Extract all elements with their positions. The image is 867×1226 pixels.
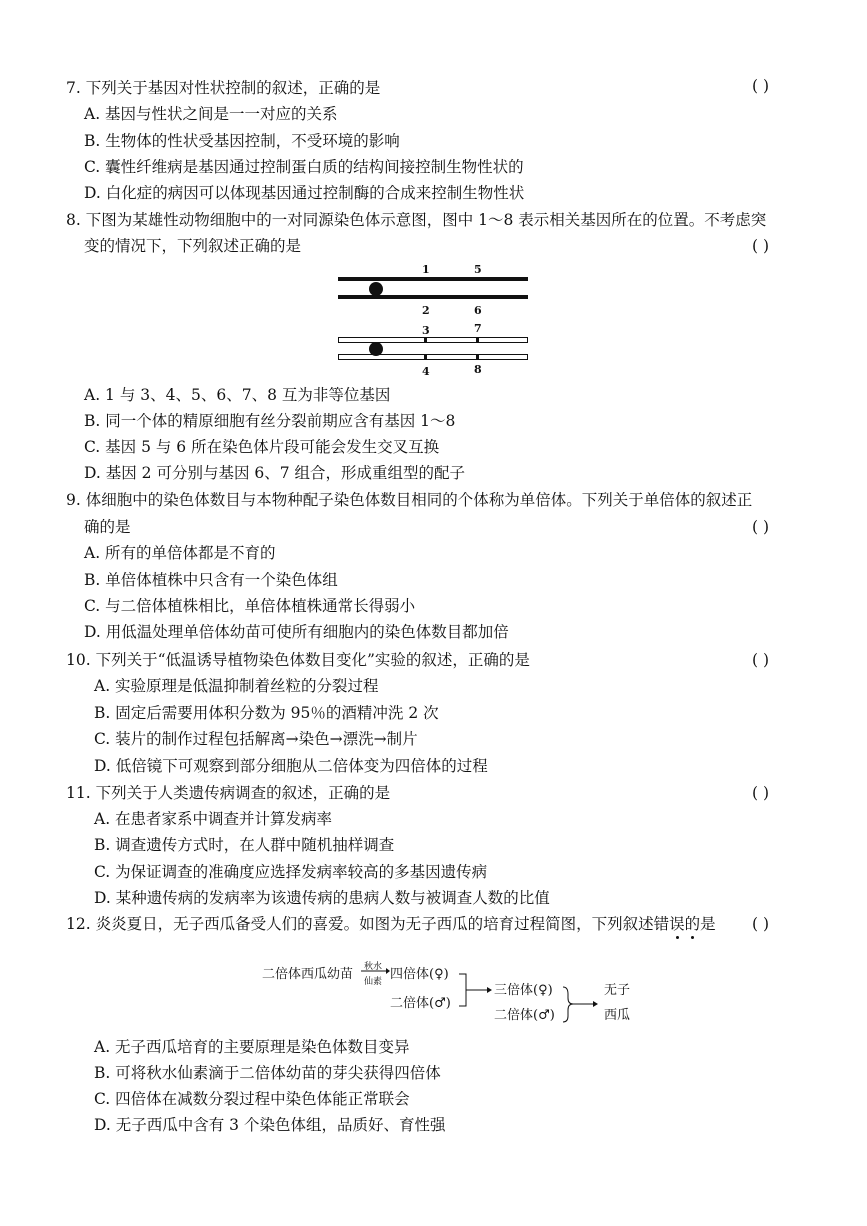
q9-stem-line1: 9. 体细胞中的染色体数目与本物种配子染色体数目相同的个体称为单倍体。下列关于单倍体的叙述正 bbox=[66, 491, 753, 509]
q11-stem: 11. 下列关于人类遗传病调查的叙述，正确的是 bbox=[66, 784, 391, 802]
q11-option-c[interactable]: C. 为保证调查的准确度应选择发病率较高的多基因遗传病 bbox=[94, 863, 488, 881]
q8-stem-line2: 变的情况下，下列叙述正确的是 bbox=[84, 237, 302, 255]
q10-option-b[interactable]: B. 固定后需要用体积分数为 95％的酒精冲洗 2 次 bbox=[94, 704, 439, 722]
q11-answer-paren[interactable]: ( ) bbox=[752, 784, 770, 802]
q10-option-c[interactable]: C. 装片的制作过程包括解离→染色→漂洗→制片 bbox=[94, 730, 418, 748]
locus-mark-4 bbox=[424, 354, 427, 360]
diploid-male-label: 二倍体(♂) bbox=[390, 996, 451, 1011]
q8-option-c[interactable]: C. 基因 5 与 6 所在染色体片段可能会发生交叉互换 bbox=[84, 438, 440, 456]
emphasis-dot bbox=[691, 936, 694, 939]
locus-label-4: 4 bbox=[422, 365, 430, 378]
q9-answer-paren[interactable]: ( ) bbox=[752, 518, 770, 536]
q10-option-a[interactable]: A. 实验原理是低温抑制着丝粒的分裂过程 bbox=[94, 677, 379, 695]
locus-mark-8 bbox=[476, 354, 479, 360]
q12-option-c[interactable]: C. 四倍体在减数分裂过程中染色体能正常联会 bbox=[94, 1090, 410, 1108]
q8-option-a[interactable]: A. 1 与 3、4、5、6、7、8 互为非等位基因 bbox=[84, 386, 391, 404]
cross-arrow-1 bbox=[458, 970, 494, 1010]
q12-option-b[interactable]: B. 可将秋水仙素滴于二倍体幼苗的芽尖获得四倍体 bbox=[94, 1064, 441, 1082]
q10-option-d[interactable]: D. 低倍镜下可观察到部分细胞从二倍体变为四倍体的过程 bbox=[94, 757, 488, 775]
cross-arrow-2 bbox=[562, 984, 600, 1024]
diploid-male-label-2: 二倍体(♂) bbox=[494, 1008, 555, 1023]
q9-stem-line2: 确的是 bbox=[84, 518, 131, 536]
locus-label-3: 3 bbox=[422, 324, 430, 337]
locus-mark-7 bbox=[476, 337, 479, 343]
seedless-watermelon-line2: 西瓜 bbox=[604, 1008, 631, 1023]
tetraploid-female-label: 四倍体(♀) bbox=[390, 967, 449, 982]
q12-answer-paren[interactable]: ( ) bbox=[752, 915, 770, 933]
locus-label-2: 2 bbox=[422, 304, 430, 317]
q7-option-b[interactable]: B. 生物体的性状受基因控制，不受环境的影响 bbox=[84, 132, 400, 150]
centromere-1 bbox=[369, 282, 383, 296]
q9-option-a[interactable]: A. 所有的单倍体都是不育的 bbox=[84, 544, 276, 562]
q8-option-d[interactable]: D. 基因 2 可分别与基因 6、7 组合，形成重组型的配子 bbox=[84, 464, 466, 482]
q11-option-a[interactable]: A. 在患者家系中调查并计算发病率 bbox=[94, 810, 333, 828]
locus-label-6: 6 bbox=[474, 304, 482, 317]
q7-option-c[interactable]: C. 囊性纤维病是基因通过控制蛋白质的结构间接控制生物性状的 bbox=[84, 158, 524, 176]
q10-stem: 10. 下列关于“低温诱导植物染色体数目变化”实验的叙述，正确的是 bbox=[66, 651, 530, 669]
locus-label-1: 1 bbox=[422, 263, 430, 276]
centromere-2 bbox=[369, 342, 383, 356]
q10-answer-paren[interactable]: ( ) bbox=[752, 651, 770, 669]
colchicine-label-top: 秋水 bbox=[364, 962, 383, 972]
locus-label-7: 7 bbox=[474, 322, 482, 335]
chromatid-1-lower bbox=[338, 295, 528, 299]
q12-option-a[interactable]: A. 无子西瓜培育的主要原理是染色体数目变异 bbox=[94, 1038, 410, 1056]
q9-option-c[interactable]: C. 与二倍体植株相比，单倍体植株通常长得弱小 bbox=[84, 597, 416, 615]
q7-option-d[interactable]: D. 白化症的病因可以体现基因通过控制酶的合成来控制生物性状 bbox=[84, 184, 525, 202]
q12-option-d[interactable]: D. 无子西瓜中含有 3 个染色体组，品质好、育性强 bbox=[94, 1116, 446, 1134]
chromatid-2-lower bbox=[338, 354, 528, 360]
chromatid-2-upper bbox=[338, 337, 528, 343]
q8-option-b[interactable]: B. 同一个体的精原细胞有丝分裂前期应含有基因 1～8 bbox=[84, 412, 456, 430]
emphasis-dot bbox=[676, 936, 679, 939]
locus-label-5: 5 bbox=[474, 263, 482, 276]
q12-stem: 12. 炎炎夏日，无子西瓜备受人们的喜爱。如图为无子西瓜的培育过程简图，下列叙述错误的是 bbox=[66, 915, 716, 933]
q7-answer-paren[interactable]: ( ) bbox=[752, 77, 770, 95]
q11-option-d[interactable]: D. 某种遗传病的发病率为该遗传病的患病人数与被调查人数的比值 bbox=[94, 889, 550, 907]
locus-mark-3 bbox=[424, 337, 427, 343]
chromatid-1-upper bbox=[338, 277, 528, 281]
seedless-watermelon-line1: 无子 bbox=[604, 983, 631, 998]
colchicine-arrow bbox=[360, 965, 390, 977]
triploid-female-label: 三倍体(♀) bbox=[494, 983, 553, 998]
q7-stem: 7. 下列关于基因对性状控制的叙述，正确的是 bbox=[66, 79, 381, 97]
locus-label-8: 8 bbox=[474, 363, 482, 376]
q8-stem-line1: 8. 下图为某雄性动物细胞中的一对同源染色体示意图，图中 1～8 表示相关基因所在的位置。不考虑突 bbox=[66, 211, 767, 229]
colchicine-label-bottom: 仙素 bbox=[364, 977, 383, 987]
diploid-seedling-label: 二倍体西瓜幼苗 bbox=[262, 967, 354, 982]
q9-option-d[interactable]: D. 用低温处理单倍体幼苗可使所有细胞内的染色体数目都加倍 bbox=[84, 623, 509, 641]
q8-answer-paren[interactable]: ( ) bbox=[752, 237, 770, 255]
q9-option-b[interactable]: B. 单倍体植株中只含有一个染色体组 bbox=[84, 571, 338, 589]
q7-option-a[interactable]: A. 基因与性状之间是一一对应的关系 bbox=[84, 105, 338, 123]
q11-option-b[interactable]: B. 调查遗传方式时，在人群中随机抽样调查 bbox=[94, 836, 395, 854]
